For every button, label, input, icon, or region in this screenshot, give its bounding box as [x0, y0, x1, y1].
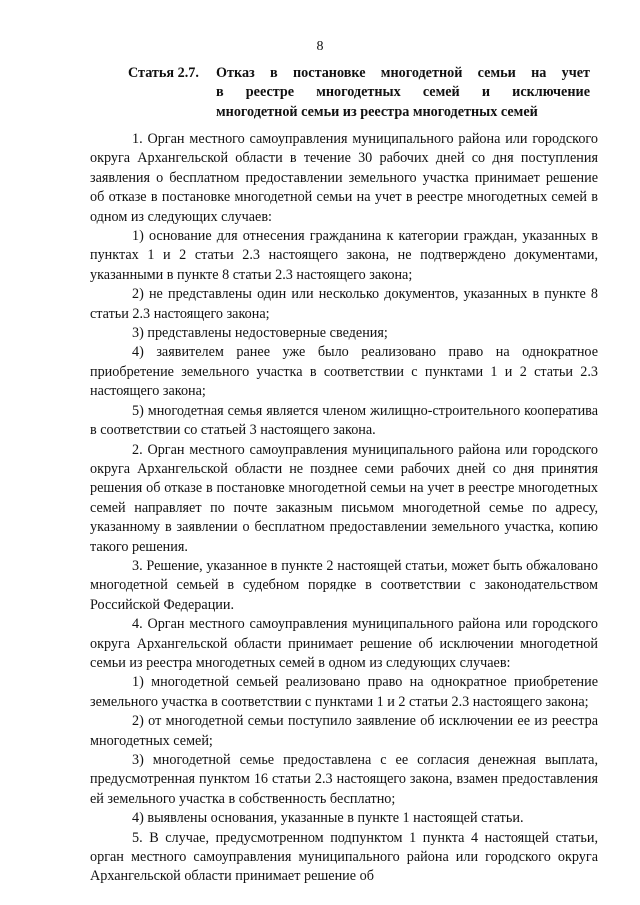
article-label: Статья 2.7. — [128, 65, 199, 81]
paragraph: 3) представлены недостоверные сведения; — [132, 325, 388, 342]
paragraph: 2. Орган местного самоуправления муниципального района или городского округа Архангельской области не позднее семи рабочих дней со дня принятия решения об отказе в постановке многодетной семьи на учет в реестре многодетных семей направляет по почте заказным письмом многодетной семье по адресу, указанному в заявлении о бесплатном предоставлении земельного участка, копию такого решения. — [90, 441, 598, 555]
paragraph: 1. Орган местного самоуправления муниципального района или городского округа Архангельской области в течение 30 рабочих дней со дня поступления заявления о бесплатном предоставлении земельного участка принимает решение об отказе в постановке многодетной семьи на учет в реестре многодетных семей в одном из следующих случаев: — [90, 131, 598, 225]
paragraph: 3. Решение, указанное в пункте 2 настоящей статьи, может быть обжаловано многодетной семьей в судебном порядке в соответствии с законодательством Российской Федерации. — [90, 557, 598, 613]
article-heading-line — [128, 64, 590, 83]
paragraph: 5) многодетная семья является членом жилищно-строительного кооператива в соответствии со статьей 3 настоящего закона. — [90, 402, 598, 439]
paragraph: 2) не представлены один или несколько документов, указанных в пункте 8 статьи 2.3 настоящего закона; — [90, 286, 598, 322]
article-title-line: в реестре многодетных семей и исключение — [216, 84, 590, 101]
paragraph: 1) многодетной семьей реализовано право на однократное приобретение земельного участка в соответствии с пунктами 1 и 2 статьи 2.3 настоящего закона; — [90, 674, 598, 710]
article-title-line: Отказ в постановке многодетной семьи на учет — [216, 65, 590, 81]
paragraph: 1) основание для отнесения гражданина к категории граждан, указанных в пунктах 1 и 2 статьи 2.3 настоящего закона, не подтверждено документами, указанными в пункте 8 статьи 2.3 настоящего закона; — [90, 228, 598, 283]
paragraph: 4) выявлены основания, указанные в пункте 1 настоящей статьи. — [132, 810, 524, 827]
paragraph: 4) заявителем ранее уже было реализовано право на однократное приобретение земельного участка в соответствии с пунктами 1 и 2 статьи 2.3 настоящего закона; — [90, 344, 598, 400]
paragraph: 3) многодетной семье предоставлена с ее согласия денежная выплата, предусмотренная пунктом 16 статьи 2.3 настоящего закона, взамен предоставления ей земельного участка в собственность бесплатно; — [90, 752, 598, 807]
paragraph: 2) от многодетной семьи поступило заявление об исключении ее из реестра многодетных семей; — [90, 713, 598, 749]
paragraph: 5. В случае, предусмотренном подпунктом 1 пункта 4 настоящей статьи, орган местного самоуправления муниципального района или городского округа Архангельской области принимает решение об — [90, 829, 598, 885]
article-body — [90, 130, 598, 887]
article-heading-line — [128, 83, 590, 102]
paragraph: 4. Орган местного самоуправления муниципального района или городского округа Архангельской области принимает решение об исключении многодетной семьи из реестра многодетных семей в одном из следующих случаев: — [90, 616, 598, 671]
page-number: 8 — [316, 39, 324, 54]
article-heading-line — [128, 103, 590, 122]
article-heading — [128, 64, 590, 122]
article-title-line: многодетной семьи из реестра многодетных семей — [216, 103, 538, 120]
